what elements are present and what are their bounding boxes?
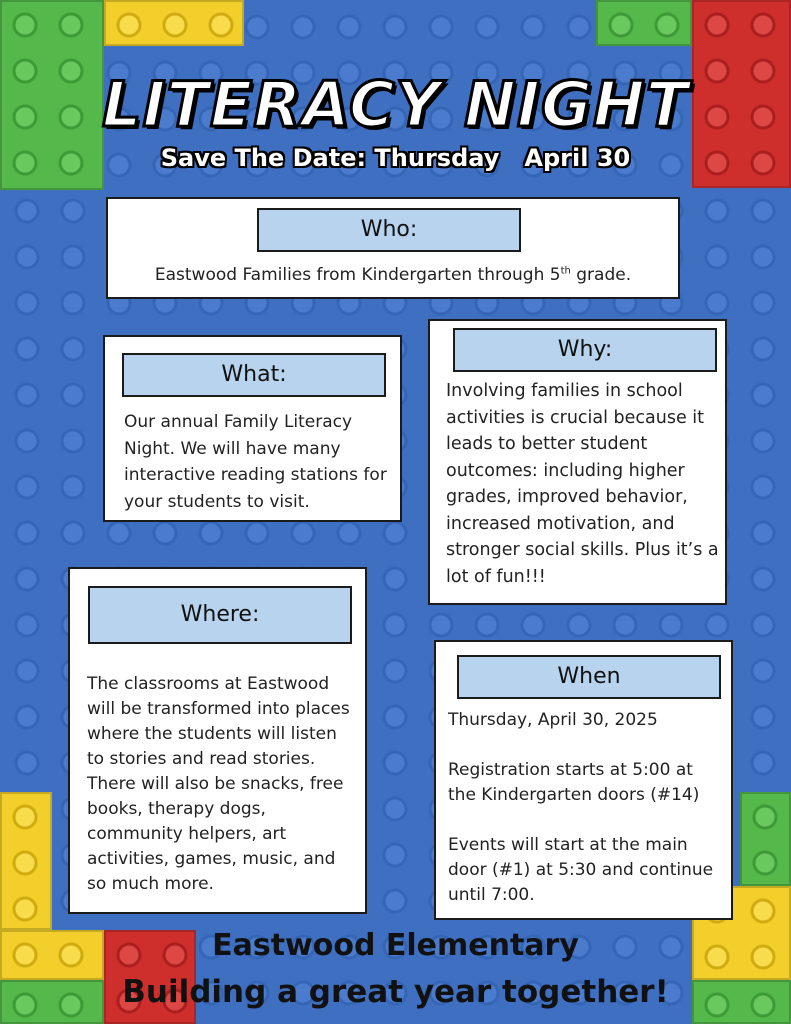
why-label: Why:	[453, 328, 717, 372]
when-events: Events will start at the main door (#1) at 5:30 and continue until 7:00.	[448, 835, 714, 905]
when-date: Thursday, April 30, 2025	[448, 710, 658, 730]
when-registration: Registration starts at 5:00 at the Kindergarten doors (#14)	[448, 760, 700, 805]
lego-brick-green-top-right	[596, 0, 692, 46]
who-box	[106, 197, 680, 299]
school-name: Eastwood Elementary	[212, 928, 579, 963]
who-label: Who:	[257, 208, 521, 252]
where-text: The classrooms at Eastwood will be transformed into places where the students will listen to stories and read stories. There will also be snacks, free books, therapy dogs, community helpers, art activities, games, music, and so much more.	[87, 674, 350, 894]
save-the-date: Save The Date: Thursday April 30	[160, 144, 631, 172]
what-text: Our annual Family Literacy Night. We will have many interactive reading stations for your students to visit.	[124, 412, 387, 512]
when-label: When	[457, 655, 721, 699]
lego-brick-green-bottom-right	[740, 792, 791, 886]
page-title: LITERACY NIGHT	[101, 68, 690, 141]
where-box	[68, 567, 367, 914]
what-label: What:	[122, 353, 386, 397]
why-text: Involving families in school activities is crucial because it leads to better student outcomes: including higher grades, improved behavior, increased motivation, and stronger social skills. Plus it’s a lot of fun!!!	[446, 381, 719, 587]
lego-brick-yellow-bottom-left	[0, 792, 52, 930]
why-box	[428, 319, 727, 605]
slogan: Building a great year together!	[122, 974, 669, 1010]
who-text-main: Eastwood Families from Kindergarten through 5	[154, 265, 561, 285]
who-text-end: grade.	[570, 265, 632, 285]
who-text	[108, 262, 678, 289]
what-box	[103, 335, 402, 522]
who-text-superscript: th	[560, 265, 571, 277]
lego-brick-yellow-top	[104, 0, 244, 46]
where-label: Where:	[88, 586, 352, 644]
when-box	[434, 640, 733, 920]
